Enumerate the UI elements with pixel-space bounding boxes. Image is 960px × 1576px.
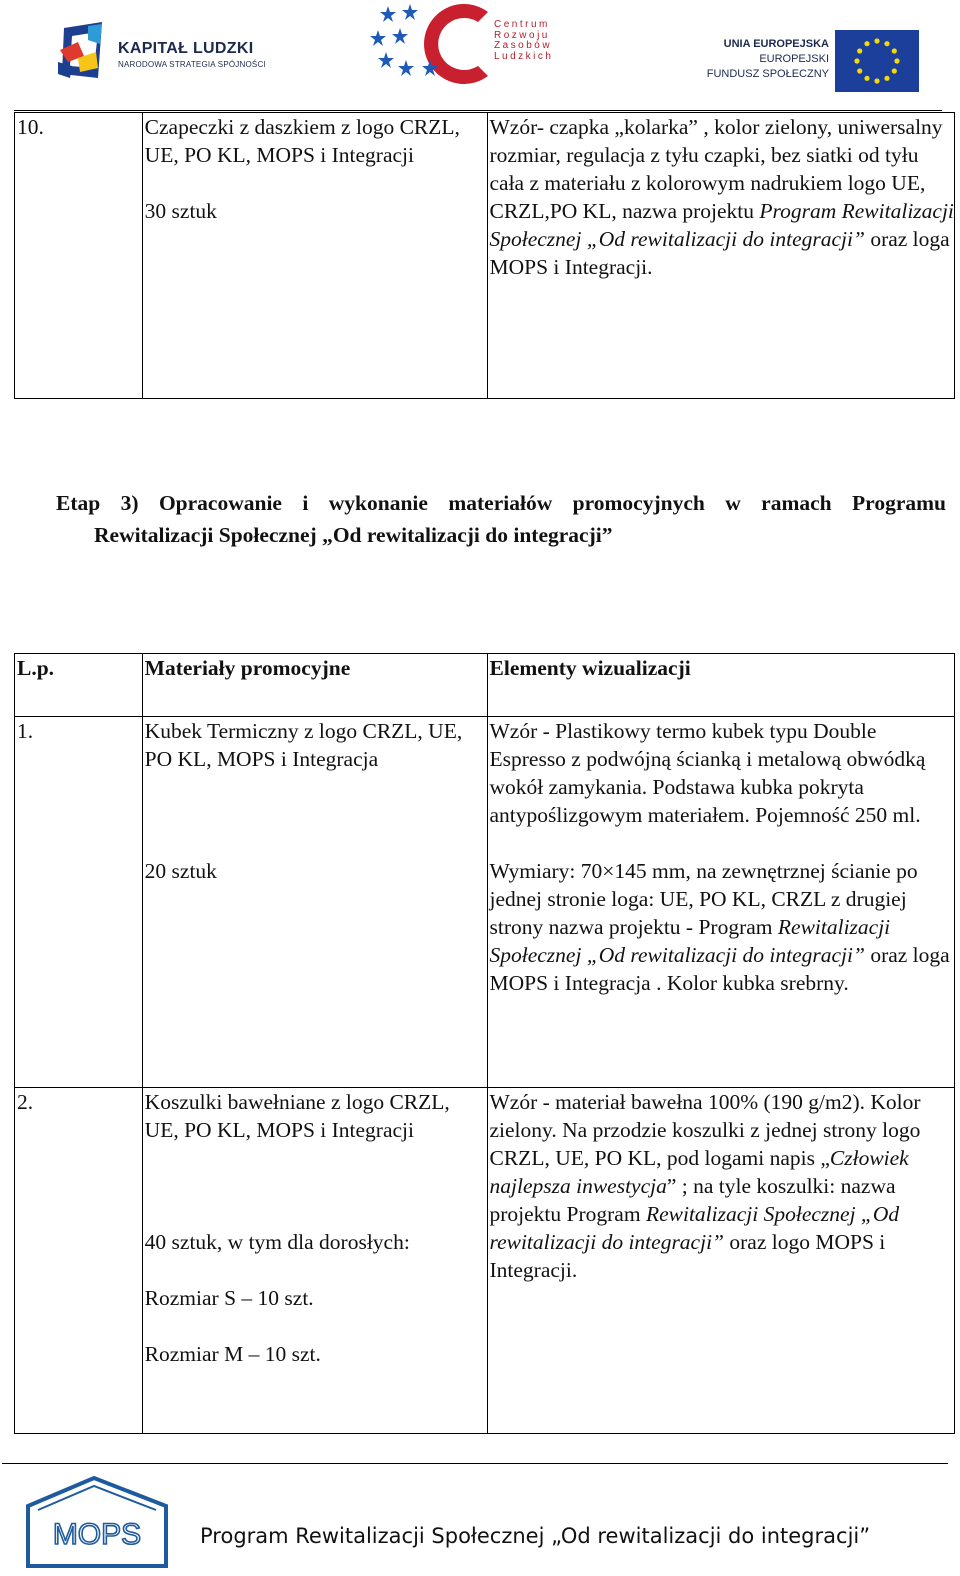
ue-line: EUROPEJSKI [759, 53, 829, 65]
description-text: Wymiary: 70×145 mm, na zewnętrznej ścianie po jednej stronie loga: UE, PO KL, CRZL z drugiej strony nazwa projektu - Program [489, 859, 918, 939]
eu-flag-icon [835, 30, 919, 92]
row-number: 10. [15, 113, 143, 399]
row-number: 1. [15, 717, 143, 1088]
description-cell [487, 717, 955, 1088]
materials-table-continued [14, 112, 955, 399]
crzl-emblem-icon [370, 4, 494, 84]
project-name-italic: Program Rewitalizacji Społecznej „Od rewitalizacji do integracji” [489, 199, 954, 251]
ue-text [707, 37, 829, 82]
mops-logo [22, 1476, 172, 1570]
stage-heading-line: Rewitalizacji Społecznej „Od rewitalizacji do integracji” [94, 523, 613, 547]
size-m: Rozmiar M – 10 szt. [144, 1342, 321, 1366]
row-number: 2. [15, 1088, 143, 1434]
material-quantity: 40 sztuk, w tym dla dorosłych: [144, 1230, 410, 1254]
kapital-ludzki-logo [58, 22, 288, 82]
header-lp: L.p. [15, 654, 143, 717]
description-text: oraz loga MOPS i Integracji. [489, 227, 950, 279]
ue-logo [705, 22, 925, 92]
project-name-italic: Rewitalizacji Społecznej „Od rewitalizacji do integracji” [489, 1202, 900, 1254]
description-text: Wzór- czapka „kolarka” , kolor zielony, uniwersalny rozmiar, regulacja z tyłu czapki, bez siatki od tyłu cała z materiału z kolorowym nadrukiem logo UE, CRZL,PO KL, nazwa projektu [489, 115, 943, 223]
ue-line: UNIA EUROPEJSKA [723, 38, 829, 50]
table-row [15, 113, 955, 399]
crzl-text [494, 20, 553, 62]
stage-heading [56, 487, 946, 551]
header-materials: Materiały promocyjne [142, 654, 487, 717]
header-divider [14, 110, 942, 111]
mops-logo-text: MOPS [52, 1518, 142, 1551]
table-header-row [15, 654, 955, 717]
table-row [15, 1088, 955, 1434]
material-cell [142, 717, 487, 1088]
material-cell [142, 1088, 487, 1434]
size-s: Rozmiar S – 10 szt. [144, 1286, 314, 1310]
material-name: Kubek Termiczny z logo CRZL, UE, PO KL, MOPS i Integracja [144, 719, 463, 771]
material-name: Koszulki bawełniane z logo CRZL, UE, PO KL, MOPS i Integracji [144, 1090, 450, 1142]
description-paragraph: Wzór - Plastikowy termo kubek typu Double Espresso z podwójną ścianką i metalową obwódką wokół zamykania. Podstawa kubka pokryta antypoślizgowym materiałem. Pojemność 250 ml. [489, 719, 926, 827]
mops-house-icon [22, 1476, 172, 1570]
crzl-line: Zasobów [494, 40, 553, 51]
kapital-ludzki-emblem-icon [58, 22, 114, 82]
table-row [15, 717, 955, 1088]
description-text: ” ; na tyle koszulki: nazwa projektu Program [489, 1174, 896, 1226]
material-cell [142, 113, 487, 399]
ue-line: FUNDUSZ SPOŁECZNY [706, 68, 829, 80]
footer-project-name: Program Rewitalizacji Społecznej „Od rewitalizacji do integracji” [200, 1524, 871, 1548]
material-quantity: 30 sztuk [144, 199, 217, 223]
crzl-line: Ludzkich [494, 50, 554, 62]
description-paragraph [490, 857, 955, 997]
description-cell [487, 1088, 955, 1434]
slogan-italic: Człowiek najlepsza inwestycja [489, 1146, 909, 1198]
stage-heading-line: Etap 3) Opracowanie i wykonanie materiałów promocyjnych w ramach Programu [56, 491, 946, 515]
kapital-ludzki-title: KAPITAŁ LUDZKI [118, 40, 254, 57]
header-elements: Elementy wizualizacji [487, 654, 955, 717]
description-text: oraz logo MOPS i Integracji. [489, 1230, 886, 1282]
description-text: oraz loga MOPS i Integracja . Kolor kubka srebrny. [489, 943, 950, 995]
crzl-logo [370, 4, 570, 84]
description-cell [487, 113, 955, 399]
project-name-italic: Rewitalizacji Społecznej „Od rewitalizacji do integracji” [489, 915, 891, 967]
crzl-line: Centrum [494, 19, 550, 30]
description-text: Wzór - materiał bawełna 100% (190 g/m2). Kolor zielony. Na przodzie koszulki z jednej strony logo CRZL, UE, PO KL, pod logami napis „ [489, 1090, 921, 1170]
crzl-line: Rozwoju [494, 29, 550, 41]
material-name: Czapeczki z daszkiem z logo CRZL, UE, PO KL, MOPS i Integracji [144, 115, 460, 167]
material-quantity: 20 sztuk [144, 859, 217, 883]
promotional-materials-table [14, 653, 955, 1434]
kapital-ludzki-subtitle: NARODOWA STRATEGIA SPÓJNOŚCI [118, 60, 266, 69]
footer-divider [2, 1463, 948, 1464]
